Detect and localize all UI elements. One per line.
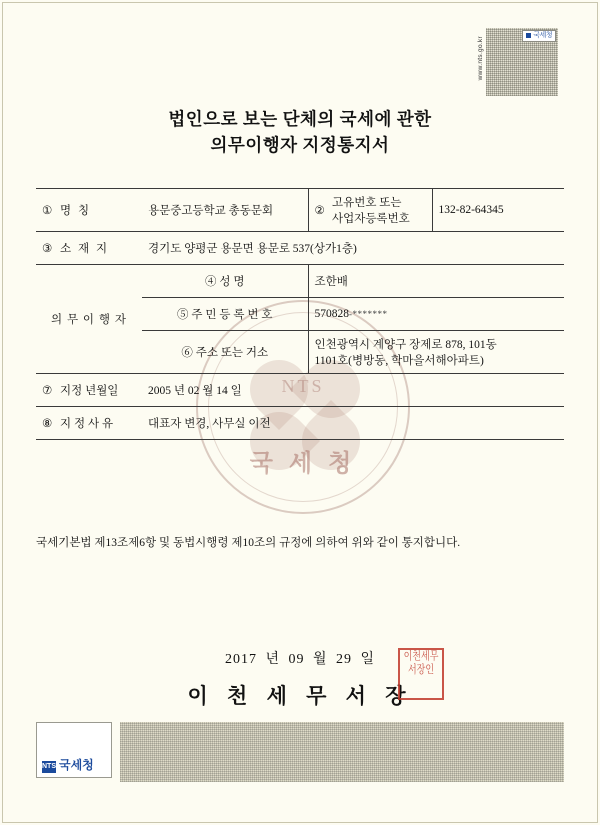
designation-label: 지정 년월일 [54, 374, 142, 407]
field-value-address: 경기도 양평군 용문면 용문로 537(상가1층) [142, 232, 564, 265]
obligor-address-line2: 1101호(병방동, 학마을서해아파트) [314, 355, 484, 367]
qr-url-text: www.nts.go.kr [477, 36, 484, 81]
designation-month-unit: 월 [202, 385, 214, 397]
table-row-address [36, 232, 564, 265]
obligor-rrn-no: ⑤ [177, 309, 189, 321]
field-label-biznum-line2: 사업자등록번호 [332, 213, 410, 225]
designation-no: ⑦ [36, 374, 54, 407]
issue-day-unit: 일 [360, 652, 376, 667]
watermark-center-text: NTS [281, 376, 325, 396]
designation-day: 14 [216, 385, 228, 397]
table-row-obligor-name [36, 265, 564, 298]
title-line-1: 법인으로 보는 단체의 국세에 관한 [168, 109, 432, 129]
watermark-bottom-text: 국 세 청 [249, 451, 357, 477]
document-title [0, 106, 600, 158]
obligor-address-label: 주소 또는 거소 [195, 347, 269, 359]
nts-logo-icon: NTS [42, 761, 56, 773]
notice-details-table [36, 188, 564, 440]
official-seal-text: 이천세무서장인 [403, 649, 439, 676]
nts-tag [522, 30, 556, 42]
obligor-rrn-masked: -******* [349, 309, 388, 319]
issue-year-unit: 년 [265, 652, 280, 667]
issue-date [0, 648, 600, 668]
obligor-address-line1: 인천광역시 계양구 장제로 878, 101동 [314, 339, 497, 351]
designation-date-value [142, 374, 564, 407]
nts-tag-label: 국세청 [533, 32, 552, 39]
designation-year: 2005 [148, 385, 171, 397]
issuer-name: 이 천 세 무 서 장 [187, 684, 413, 708]
field-no-3: ③ [36, 232, 54, 265]
issue-year: 2017 [224, 652, 257, 667]
reason-no: ⑧ [36, 407, 54, 440]
field-value-name: 용문중고등학교 총동문회 [142, 189, 308, 232]
issue-month: 09 [288, 652, 305, 667]
field-label-biznum [326, 189, 432, 232]
field-label-biznum-line1: 고유번호 또는 [332, 197, 402, 209]
legal-statement: 국세기본법 제13조제6항 및 동법시행령 제10조의 규정에 의하여 위와 같이 통지합니다. [36, 537, 461, 549]
reason-value: 대표자 변경, 사무실 이전 [142, 407, 564, 440]
designation-month: 02 [187, 385, 200, 397]
table-row-reason [36, 407, 564, 440]
security-pattern-band [120, 722, 564, 782]
footer-logo-label: 국세청 [59, 758, 94, 772]
obligor-rrn-label: 주 민 등 록 번 호 [191, 309, 273, 321]
obligor-address-label-cell [142, 331, 308, 374]
official-seal-stamp [398, 648, 444, 700]
designation-year-unit: 년 [173, 385, 185, 397]
obligor-rrn-value [308, 298, 564, 331]
table-row-designation-date [36, 374, 564, 407]
reason-label: 지 정 사 유 [54, 407, 142, 440]
field-no-2: ② [308, 189, 326, 232]
issue-day: 29 [336, 652, 353, 667]
field-label-name: 명 칭 [54, 189, 142, 232]
obligor-rrn-label-cell [142, 298, 308, 331]
obligor-name-label-cell [142, 265, 308, 298]
obligor-rrn-visible: 570828 [314, 308, 349, 320]
obligor-name-label: 성 명 [219, 276, 245, 288]
field-label-address: 소 재 지 [54, 232, 142, 265]
title-line-2: 의무이행자 지정통지서 [210, 135, 390, 155]
issue-month-unit: 월 [312, 652, 328, 667]
obligor-address-value [308, 331, 564, 374]
field-no-1: ① [36, 189, 54, 232]
obligor-row-label: 의 무 이 행 자 [36, 265, 142, 374]
footer-logo [42, 756, 94, 773]
field-value-biznum: 132-82-64345 [432, 189, 564, 232]
obligor-address-no: ⑥ [181, 347, 193, 359]
designation-day-unit: 일 [230, 385, 242, 397]
obligor-name-no: ④ [205, 276, 217, 288]
obligor-name-value: 조한배 [308, 265, 564, 298]
nts-dot-icon [526, 33, 531, 38]
table-row-name [36, 189, 564, 232]
